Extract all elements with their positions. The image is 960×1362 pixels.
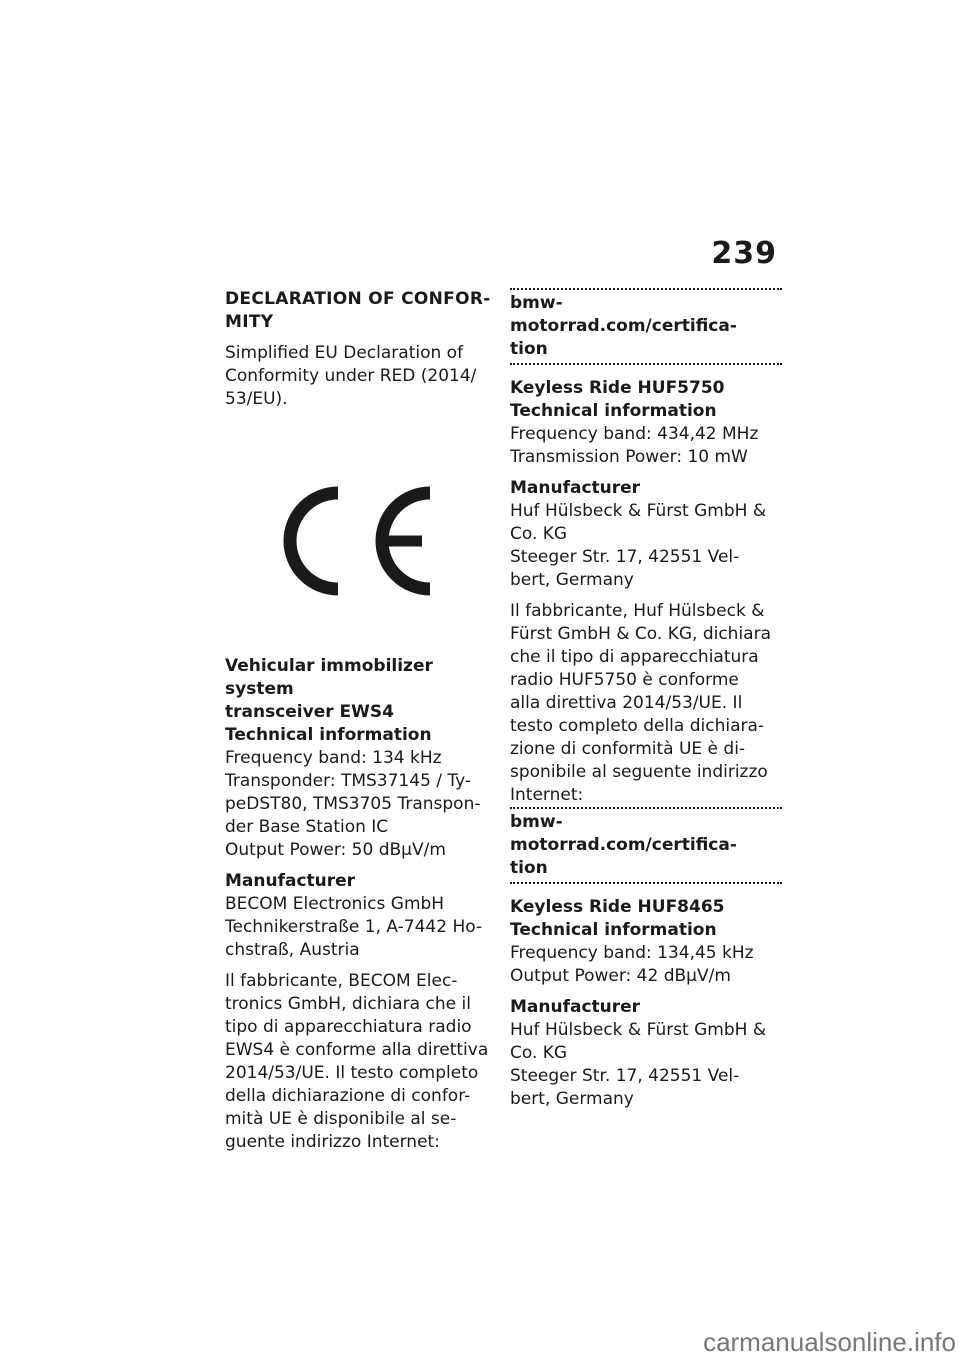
huf8465-manufacturer-label: Manufacturer [510, 997, 641, 1017]
certification-link-1[interactable]: bmw-motorrad.com/certifica- tion [510, 288, 782, 365]
huf5750-title: Keyless Ride HUF5750 [510, 378, 725, 398]
huf5750-specs: Frequency band: 434,42 MHz Transmission Power: 10 mW [510, 424, 759, 467]
ews4-title: Vehicular immobilizer system transceiver EWS4 [225, 656, 433, 722]
ews4-declaration: Il fabbricante, BECOM Elec- tronics GmbH, dichiara che il tipo di apparecchiatura radio EWS4 è conforme alla direttiva 2014/53/UE. Il testo completo della dichiarazione di confor- mità UE è disponibile al se- guente indirizzo Internet: [225, 971, 489, 1152]
ce-mark-icon [280, 483, 436, 599]
huf5750-tech-info-label: Technical information [510, 401, 717, 421]
ce-mark [280, 483, 491, 603]
declaration-heading: DECLARATION OF CONFOR- MITY [225, 289, 491, 332]
ews4-manufacturer-label: Manufacturer [225, 871, 356, 891]
huf8465-manufacturer: Huf Hülsbeck & Fürst GmbH & Co. KG Steeger Str. 17, 42551 Vel- bert, Germany [510, 1020, 767, 1109]
huf5750-manufacturer: Huf Hülsbeck & Fürst GmbH & Co. KG Steeger Str. 17, 42551 Vel- bert, Germany [510, 501, 767, 590]
ews4-specs: Frequency band: 134 kHz Transponder: TMS37145 / Ty- peDST80, TMS3705 Transpon- der Base Station IC Output Power: 50 dBµV/m [225, 748, 481, 860]
page-number: 239 [711, 236, 777, 271]
left-column [225, 288, 491, 1154]
ews4-manufacturer: BECOM Electronics GmbH Technikerstraße 1, A-7442 Ho- chstraß, Austria [225, 894, 483, 960]
huf5750-manufacturer-label: Manufacturer [510, 478, 641, 498]
ews4-tech-info-label: Technical information [225, 725, 432, 745]
huf8465-title: Keyless Ride HUF8465 [510, 897, 725, 917]
right-column [510, 288, 782, 1119]
huf5750-declaration: Il fabbricante, Huf Hülsbeck & Fürst GmbH & Co. KG, dichiara che il tipo di apparecchiatura radio HUF5750 è conforme alla direttiva 2014/53/UE. Il testo completo della dichiara- zione di conformità UE è di- sponibile al seguente indirizzo Internet: [510, 601, 772, 805]
certification-link-2[interactable]: bmw-motorrad.com/certifica- tion [510, 807, 782, 884]
declaration-intro: Simplified EU Declaration of Conformity under RED (2014/ 53/EU). [225, 343, 477, 409]
huf8465-tech-info-label: Technical information [510, 920, 717, 940]
watermark: carmanualsonline.info [703, 1327, 956, 1357]
huf8465-specs: Frequency band: 134,45 kHz Output Power: 42 dBµV/m [510, 943, 754, 986]
